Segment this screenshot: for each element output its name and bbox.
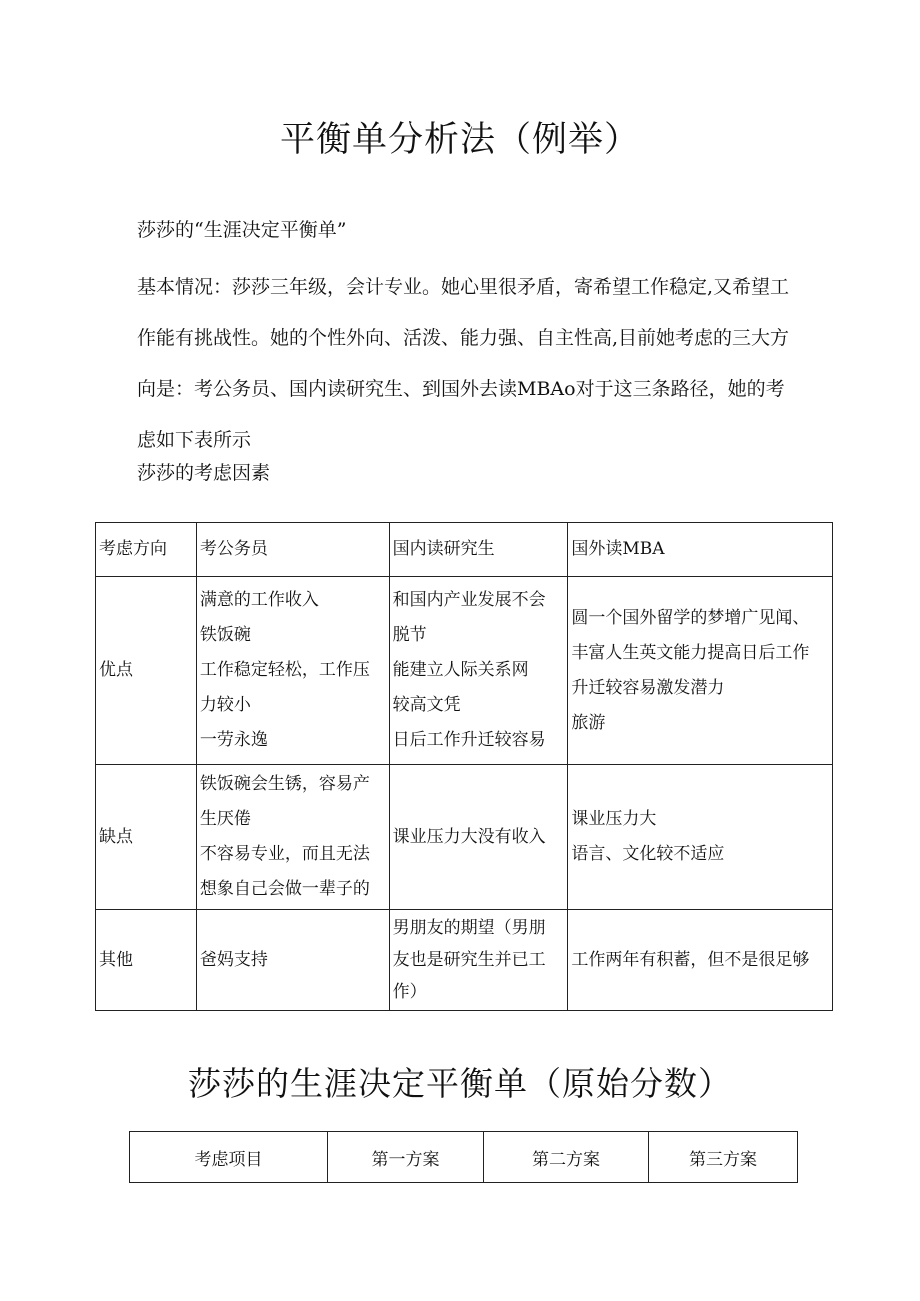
row-label: 其他: [96, 910, 197, 1011]
cell-line: 铁饭碗会生锈，容易产: [199, 774, 370, 794]
table-cell: [196, 765, 389, 910]
intro-line: 基本情况：莎莎三年级，会计专业。她心里很矛盾，寄希望工作稳定,又希望工: [137, 276, 790, 298]
intro-line: 作能有挑战性。她的个性外向、活泼、能力强、自主性高,目前她考虑的三大方: [137, 327, 790, 349]
row-label: 优点: [96, 577, 197, 765]
table-cell: [389, 765, 568, 910]
cell-line: 旅游: [571, 712, 606, 733]
cell-line: 丰富人生英文能力提高日后工作: [571, 642, 810, 663]
cell-line: 圆一个国外留学的梦增广见闻、: [571, 607, 810, 628]
cell-line: 能建立人际关系网: [392, 660, 529, 680]
page-title: 平衡单分析法（例举）: [279, 120, 640, 160]
header-cell: 第三方案: [649, 1132, 798, 1183]
balance-sheet-table: [129, 1131, 798, 1183]
cell-line: 男朋友的期望（男朋: [392, 918, 546, 938]
intro-paragraph: [137, 262, 837, 466]
table-cell: [389, 577, 568, 765]
cell-line: 语言、文化较不适应: [571, 844, 725, 864]
header-cell: 第一方案: [328, 1132, 484, 1183]
cell-line: 满意的工作收入: [199, 590, 319, 610]
table-row: [96, 765, 833, 910]
header-cell: 国内读研究生: [389, 523, 568, 577]
table-cell: [196, 577, 389, 765]
table-header-row: [130, 1132, 798, 1183]
intro-line: 向是：考公务员、国内读研究生、到国外去读MBAo对于这三条路径，她的考: [137, 378, 785, 400]
section-title: 莎莎的生涯决定平衡单（原始分数）: [188, 1064, 732, 1103]
cell-line: 工作稳定轻松，工作压: [199, 660, 370, 680]
table-cell: [389, 910, 568, 1011]
table-cell: [196, 910, 389, 1011]
header-cell: 第二方案: [484, 1132, 649, 1183]
cell-line: 升迁较容易激发潜力: [571, 677, 725, 698]
table-header-row: [96, 523, 833, 577]
header-cell: 考虑项目: [130, 1132, 328, 1183]
cell-line: 和国内产业发展不会: [392, 590, 546, 610]
factors-heading: 莎莎的考虑因素: [137, 462, 271, 484]
table-row: [96, 910, 833, 1011]
cell-line: 生厌倦: [199, 809, 251, 829]
intro-line: 虑如下表所示: [137, 429, 252, 451]
table-cell: [568, 910, 833, 1011]
cell-line: 工作两年有积蓄，但不是很足够: [571, 949, 810, 970]
cell-line: 脱节: [392, 625, 427, 645]
table-row: [96, 577, 833, 765]
cell-line: 不容易专业，而且无法: [199, 844, 370, 864]
table-cell: [568, 577, 833, 765]
cell-line: 日后工作升迁较容易: [392, 730, 546, 750]
cell-line: 较高文凭: [392, 695, 461, 715]
cell-line: 铁饭碗: [199, 625, 251, 645]
cell-line: 课业压力大没有收入: [392, 826, 546, 847]
cell-line: 课业压力大: [571, 809, 657, 829]
subtitle: 莎莎的“生涯决定平衡单”: [137, 219, 347, 241]
header-cell: 考公务员: [196, 523, 389, 577]
row-label: 缺点: [96, 765, 197, 910]
cell-line: 力较小: [199, 695, 251, 715]
header-cell: 国外读MBA: [568, 523, 833, 577]
considerations-table: [95, 522, 833, 1011]
cell-line: 作）: [392, 982, 427, 1002]
table-cell: [568, 765, 833, 910]
cell-line: 爸妈支持: [199, 949, 268, 970]
header-cell: 考虑方向: [96, 523, 197, 577]
cell-line: 一劳永逸: [199, 730, 268, 750]
cell-line: 想象自己会做一辈子的: [199, 879, 370, 899]
cell-line: 友也是研究生并已工: [392, 950, 546, 970]
